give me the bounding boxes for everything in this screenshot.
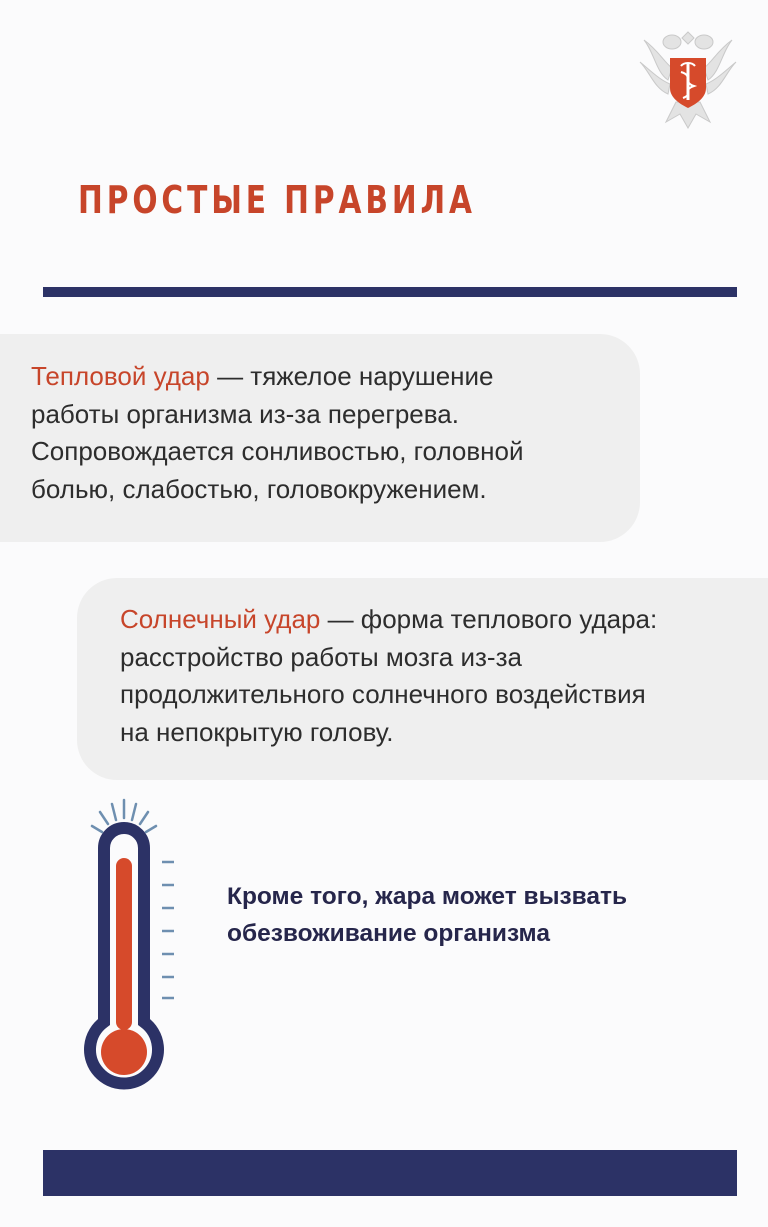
emblem-logo-icon [636,22,740,132]
header-divider [43,287,737,297]
sunstroke-line-2: расстройство работы мозга из-за [120,641,522,672]
heatstroke-term: Тепловой удар [31,361,210,391]
sunstroke-text [120,601,657,751]
sunstroke-line-3: продолжительного солнечного воздействия [120,679,646,709]
sunstroke-line-4: на непокрытую голову. [120,716,394,747]
heatstroke-line-1: — тяжелое нарушение [209,361,494,391]
heatstroke-line-2: работы организма из-за перегрева. [31,398,459,429]
footer-bar [43,1150,737,1196]
note-line-1: Кроме того, жара может вызвать [227,883,628,910]
heatstroke-line-3: Сопровождается сонливостью, головной [31,436,524,466]
sunstroke-term: Солнечный удар [120,604,321,634]
thermometer-icon [72,796,184,1100]
heatstroke-text [31,358,524,508]
heatstroke-line-4: болью, слабостью, головокружением. [31,473,487,504]
page-title: ПРОСТЫЕ ПРАВИЛА [78,178,476,222]
note-line-2: обезвоживание организма [227,920,550,947]
sunstroke-line-1: — форма теплового удара: [320,604,658,634]
dehydration-note [227,878,627,952]
